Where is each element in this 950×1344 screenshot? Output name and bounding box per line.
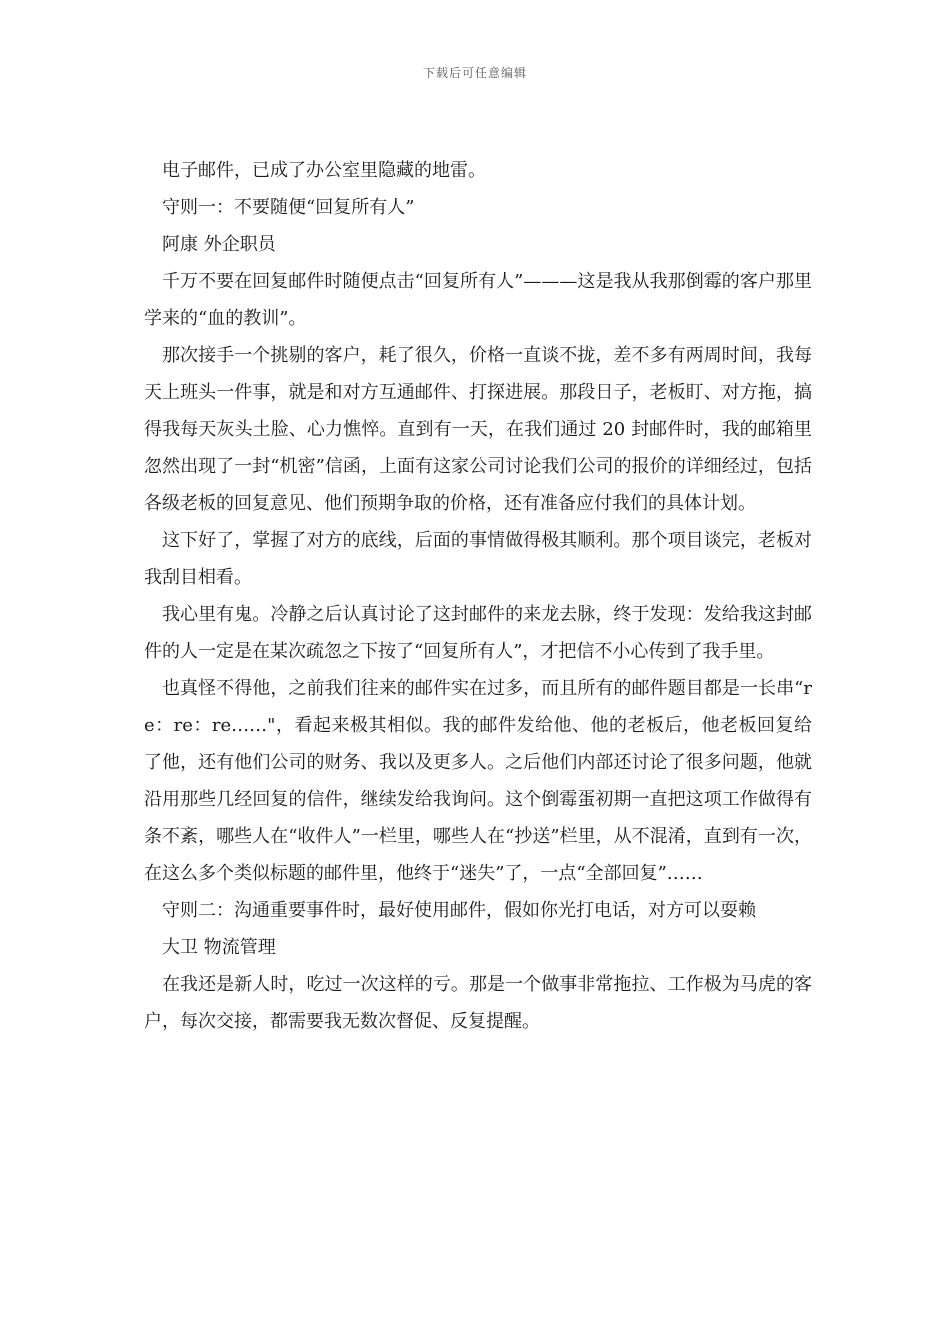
body-paragraph: 也真怪不得他，之前我们往来的邮件实在过多，而且所有的邮件题目都是一长串“re：re：re……"，看起来极其相似。我的邮件发给他、他的老板后，他老板回复给了他，还有他们公司的财务、我以及更多人。之后他们内部还讨论了很多问题，他就沿用那些几经回复的信件，继续发给我询问。这个倒霉蛋初期一直把这项工作做得有条不紊，哪些人在“收件人”一栏里，哪些人在“抄送”栏里，从不混淆，直到有一次，在这么多个类似标题的邮件里，他终于“迷失”了，一点“全部回复”…… <box>144 678 812 884</box>
body-paragraph: 这下好了，掌握了对方的底线，后面的事情做得极其顺利。那个项目谈完，老板对我刮目相看。 <box>144 530 812 588</box>
intro-paragraph: 电子邮件，已成了办公室里隐藏的地雷。 <box>162 160 486 181</box>
body-paragraph: 那次接手一个挑剔的客户，耗了很久，价格一直谈不拢，差不多有两周时间，我每天上班头一件事，就是和对方互通邮件、打探进展。那段日子，老板盯、对方拖，搞得我每天灰头土脸、心力憔悴。直到有一天，在我们通过 20 封邮件时，我的邮箱里忽然出现了一封“机密”信函，上面有这家公司讨论我们公司的报价的详细经过，包括各级老板的回复意见、他们预期争取的价格，还有准备应付我们的具体计划。 <box>144 345 812 514</box>
article-body <box>144 152 812 1040</box>
rule-heading: 守则一：不要随便“回复所有人” <box>162 197 415 218</box>
body-paragraph: 千万不要在回复邮件时随便点击“回复所有人”———这是我从我那倒霉的客户那里学来的“血的教训”。 <box>144 271 812 329</box>
body-paragraph: 我心里有鬼。冷静之后认真讨论了这封邮件的来龙去脉，终于发现：发给我这封邮件的人一定是在某次疏忽之下按了“回复所有人”，才把信不小心传到了我手里。 <box>144 604 812 662</box>
body-paragraph: 在我还是新人时，吃过一次这样的亏。那是一个做事非常拖拉、工作极为马虎的客户，每次交接，都需要我无数次督促、反复提醒。 <box>144 974 812 1032</box>
rule-heading: 守则二：沟通重要事件时，最好使用邮件，假如你光打电话，对方可以耍赖 <box>162 900 756 921</box>
author-line: 大卫 物流管理 <box>162 937 276 958</box>
header-note: 下载后可任意编辑 <box>422 66 527 80</box>
author-line: 阿康 外企职员 <box>162 234 276 255</box>
